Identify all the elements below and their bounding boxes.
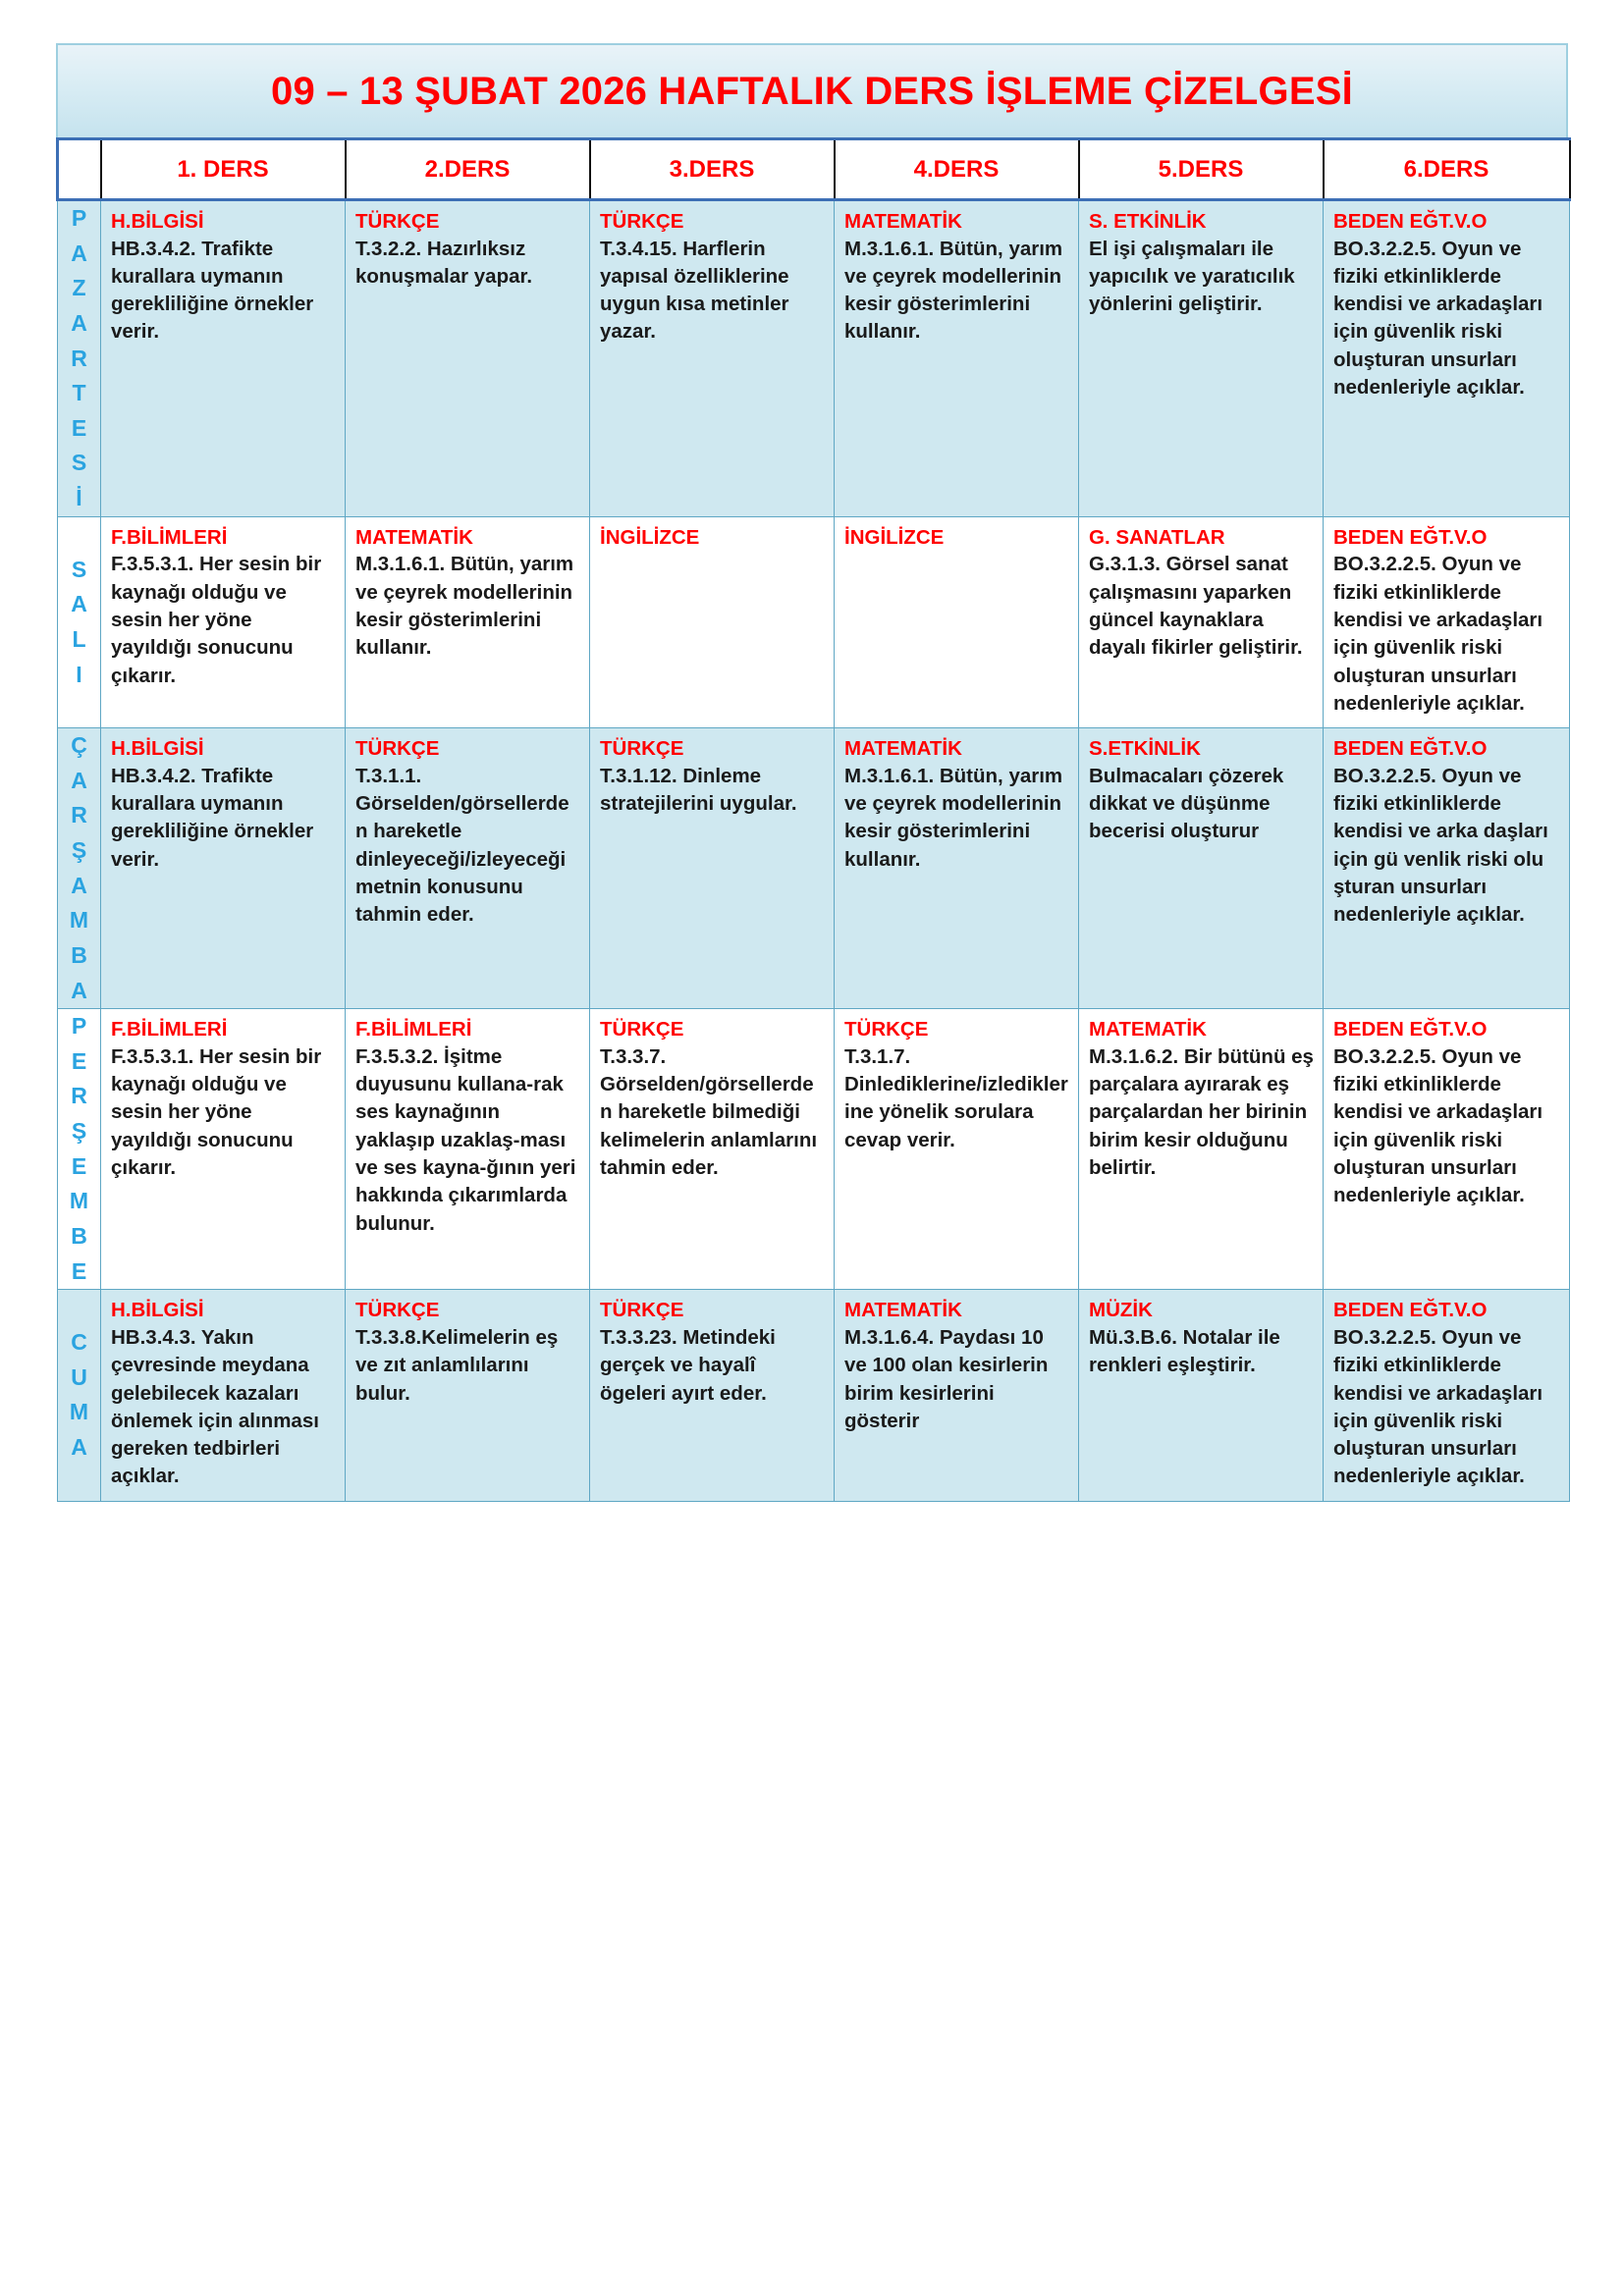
lesson-cell[interactable]: [590, 516, 835, 727]
lesson-cell[interactable]: [101, 200, 346, 517]
day-letter: S: [71, 450, 87, 476]
lesson-cell[interactable]: [590, 1009, 835, 1290]
lesson-subject: İNGİLİZCE: [844, 525, 945, 549]
day-letter: Z: [72, 275, 86, 301]
lesson-subject: TÜRKÇE: [355, 737, 440, 761]
header-row: [58, 139, 1570, 200]
lesson-subject: TÜRKÇE: [844, 1018, 929, 1041]
lesson-cell[interactable]: [101, 1290, 346, 1501]
lesson-subject: TÜRKÇE: [600, 1018, 684, 1041]
lesson-objective: HB.3.4.3. Yakın çevresinde meydana gelebilecek kazaları önlemek için alınması gereken tedbirleri açıklar.: [111, 1325, 319, 1488]
day-letter: İ: [76, 485, 82, 511]
lesson-subject: BEDEN EĞT.V.O: [1333, 210, 1488, 233]
title-banner: [56, 43, 1568, 137]
column-header-lesson-3: 3.DERS: [590, 139, 835, 200]
day-letter: A: [71, 240, 87, 266]
lesson-objective: M.3.1.6.2. Bir bütünü eş parçalara ayırarak eş parçalardan her birinin birim kesir olduğunu belirtir.: [1089, 1044, 1314, 1179]
day-label-cell-perşembe: [58, 1009, 101, 1290]
lesson-cell[interactable]: [346, 516, 590, 727]
lesson-cell[interactable]: [101, 728, 346, 1009]
day-letter: M: [69, 1399, 89, 1425]
lesson-cell[interactable]: [101, 516, 346, 727]
day-label-cell-cuma: [58, 1290, 101, 1501]
lesson-cell[interactable]: [1079, 728, 1324, 1009]
lesson-subject: S. ETKİNLİK: [1089, 210, 1207, 233]
day-label-cell-pazartesi̇: [58, 200, 101, 517]
day-letter: R: [71, 802, 87, 828]
lesson-cell[interactable]: [346, 728, 590, 1009]
lesson-cell[interactable]: [1324, 728, 1570, 1009]
lesson-objective: T.3.4.15. Harflerin yapısal özelliklerine uygun kısa metinler yazar.: [600, 237, 789, 344]
table-row: [58, 728, 1570, 1009]
day-letter: U: [71, 1363, 87, 1390]
table-row: [58, 200, 1570, 517]
column-header-lesson-5: 5.DERS: [1079, 139, 1324, 200]
day-letter: C: [71, 1329, 87, 1356]
day-letter: R: [71, 345, 87, 371]
lesson-subject: TÜRKÇE: [600, 1299, 684, 1322]
day-label-vertical: [58, 553, 100, 693]
column-header-lesson-6: 6.DERS: [1324, 139, 1570, 200]
lesson-objective: T.3.2.2. Hazırlıksız konuşmalar yapar.: [355, 237, 533, 288]
lesson-objective: G.3.1.3. Görsel sanat çalışmasını yaparken güncel kaynaklara dayalı fikirler geliştirir.: [1089, 553, 1303, 660]
lesson-objective: F.3.5.3.2. İşitme duyusunu kullana-rak ses kaynağının yaklaşıp uzaklaş-ması ve ses kayna-ğının yeri hakkında çıkarımlarda bulunur.: [355, 1044, 576, 1235]
day-letter: S: [71, 556, 87, 582]
lesson-cell[interactable]: [1324, 1290, 1570, 1501]
day-letter: M: [69, 907, 89, 934]
lesson-objective: M.3.1.6.1. Bütün, yarım ve çeyrek modellerinin kesir gösterimlerini kullanır.: [355, 553, 574, 660]
day-letter: A: [71, 767, 87, 793]
lesson-cell[interactable]: [1079, 1290, 1324, 1501]
day-letter: A: [71, 309, 87, 336]
lesson-subject: F.BİLİMLERİ: [111, 525, 228, 549]
lesson-subject: İNGİLİZCE: [600, 525, 700, 549]
day-letter: P: [71, 205, 87, 231]
lesson-subject: S.ETKİNLİK: [1089, 737, 1201, 761]
day-letter: Ç: [71, 732, 87, 759]
day-label-cell-sali: [58, 516, 101, 727]
column-header-lesson-2: 2.DERS: [346, 139, 590, 200]
lesson-objective: BO.3.2.2.5. Oyun ve fiziki etkinliklerde kendisi ve arkadaşları için güvenlik riski oluşturan unsurları nedenleriyle açıklar.: [1333, 1325, 1543, 1488]
schedule-table-container: [56, 137, 1568, 1502]
lesson-objective: F.3.5.3.1. Her sesin bir kaynağı olduğu ve sesin her yöne yayıldığı sonucunu çıkarır.: [111, 1044, 322, 1179]
day-label-vertical: [58, 1009, 100, 1289]
day-letter: L: [72, 625, 86, 652]
lesson-subject: MATEMATİK: [1089, 1018, 1207, 1041]
lesson-cell[interactable]: [590, 728, 835, 1009]
lesson-cell[interactable]: [346, 200, 590, 517]
lesson-objective: T.3.3.23. Metindeki gerçek ve hayalî ögeleri ayırt eder.: [600, 1325, 776, 1405]
lesson-cell[interactable]: [590, 1290, 835, 1501]
day-letter: E: [71, 414, 87, 441]
day-letter: P: [71, 1013, 87, 1040]
lesson-objective: T.3.3.7. Görselden/görsellerden hareketle bilmediği kelimelerin anlamlarını tahmin eder.: [600, 1044, 818, 1179]
lesson-cell[interactable]: [1079, 1009, 1324, 1290]
lesson-cell[interactable]: [590, 200, 835, 517]
lesson-objective: BO.3.2.2.5. Oyun ve fiziki etkinliklerde kendisi ve arka daşları için gü venlik riski olu şturan unsurları nedenleriyle açıklar.: [1333, 764, 1548, 927]
lesson-subject: BEDEN EĞT.V.O: [1333, 1299, 1488, 1322]
lesson-objective: M.3.1.6.1. Bütün, yarım ve çeyrek modellerinin kesir gösterimlerini kullanır.: [844, 764, 1063, 871]
lesson-objective: T.3.1.7. Dinlediklerine/izlediklerine yönelik sorulara cevap verir.: [844, 1044, 1068, 1151]
lesson-objective: F.3.5.3.1. Her sesin bir kaynağı olduğu ve sesin her yöne yayıldığı sonucunu çıkarır.: [111, 553, 322, 687]
lesson-subject: BEDEN EĞT.V.O: [1333, 737, 1488, 761]
lesson-subject: BEDEN EĞT.V.O: [1333, 525, 1488, 549]
lesson-subject: H.BİLGİSİ: [111, 1299, 204, 1322]
lesson-cell[interactable]: [1324, 516, 1570, 727]
day-letter: T: [72, 380, 86, 406]
lesson-cell[interactable]: [346, 1009, 590, 1290]
table-header: [58, 139, 1570, 200]
lesson-objective: BO.3.2.2.5. Oyun ve fiziki etkinliklerde kendisi ve arkadaşları için güvenlik riski oluşturan unsurları nedenleriyle açıklar.: [1333, 1044, 1543, 1207]
lesson-subject: F.BİLİMLERİ: [111, 1018, 228, 1041]
lesson-subject: MATEMATİK: [844, 737, 962, 761]
table-body: [58, 200, 1570, 1502]
day-letter: E: [71, 1152, 87, 1179]
page-title: 09 – 13 ŞUBAT 2026 HAFTALIK DERS İŞLEME ÇİZELGESİ: [271, 70, 1353, 113]
lesson-subject: MATEMATİK: [355, 525, 473, 549]
day-letter: A: [71, 1434, 87, 1461]
lesson-objective: HB.3.4.2. Trafikte kurallara uymanın gerekliliğine örnekler verir.: [111, 237, 314, 344]
column-header-lesson-4: 4.DERS: [835, 139, 1079, 200]
lesson-subject: H.BİLGİSİ: [111, 210, 204, 233]
table-row: [58, 1009, 1570, 1290]
table-row: [58, 516, 1570, 727]
lesson-subject: MATEMATİK: [844, 1299, 962, 1322]
day-letter: B: [71, 1223, 87, 1250]
lesson-cell[interactable]: [835, 728, 1079, 1009]
lesson-subject: TÜRKÇE: [355, 210, 440, 233]
lesson-objective: M.3.1.6.1. Bütün, yarım ve çeyrek modellerinin kesir gösterimlerini kullanır.: [844, 237, 1063, 344]
day-letter: A: [71, 591, 87, 617]
day-letter: Ş: [71, 837, 87, 863]
day-letter: A: [71, 977, 87, 1003]
table-row: [58, 1290, 1570, 1501]
day-letter: M: [69, 1188, 89, 1214]
day-letter: B: [71, 941, 87, 968]
day-letter: A: [71, 872, 87, 898]
lesson-subject: TÜRKÇE: [600, 210, 684, 233]
day-letter: E: [71, 1047, 87, 1074]
lesson-subject: TÜRKÇE: [600, 737, 684, 761]
lesson-cell[interactable]: [835, 516, 1079, 727]
day-label-vertical: [58, 728, 100, 1008]
lesson-objective: M.3.1.6.4. Paydası 10 ve 100 olan kesirlerin birim kesirlerini gösterir: [844, 1325, 1049, 1432]
day-label-cell-çarşamba: [58, 728, 101, 1009]
day-label-vertical: [58, 201, 100, 516]
lesson-cell[interactable]: [101, 1009, 346, 1290]
lesson-cell[interactable]: [1079, 200, 1324, 517]
day-label-vertical: [58, 1325, 100, 1466]
lesson-subject: H.BİLGİSİ: [111, 737, 204, 761]
lesson-objective: Bulmacaları çözerek dikkat ve düşünme becerisi oluşturur: [1089, 764, 1284, 843]
lesson-objective: BO.3.2.2.5. Oyun ve fiziki etkinliklerde kendisi ve arkadaşları için güvenlik riski oluşturan unsurları nedenleriyle açıklar.: [1333, 553, 1543, 715]
lesson-objective: Mü.3.B.6. Notalar ile renkleri eşleştirir.: [1089, 1325, 1280, 1377]
lesson-cell[interactable]: [835, 1009, 1079, 1290]
lesson-objective: HB.3.4.2. Trafikte kurallara uymanın gerekliliğine örnekler verir.: [111, 764, 314, 871]
lesson-cell[interactable]: [835, 1290, 1079, 1501]
lesson-cell[interactable]: [346, 1290, 590, 1501]
lesson-subject: G. SANATLAR: [1089, 525, 1225, 549]
lesson-cell[interactable]: [1324, 200, 1570, 517]
weekly-schedule-table: [56, 137, 1571, 1502]
lesson-objective: BO.3.2.2.5. Oyun ve fiziki etkinliklerde kendisi ve arkadaşları için güvenlik riski oluşturan unsurları nedenleriyle açıklar.: [1333, 237, 1543, 400]
lesson-subject: BEDEN EĞT.V.O: [1333, 1018, 1488, 1041]
lesson-cell[interactable]: [835, 200, 1079, 517]
lesson-cell[interactable]: [1324, 1009, 1570, 1290]
column-header-lesson-1: 1. DERS: [101, 139, 346, 200]
lesson-objective: T.3.3.8.Kelimelerin eş ve zıt anlamlılarını bulur.: [355, 1325, 559, 1405]
day-letter: I: [76, 661, 82, 687]
lesson-subject: TÜRKÇE: [355, 1299, 440, 1322]
corner-header-cell: [58, 139, 101, 200]
lesson-subject: MATEMATİK: [844, 210, 962, 233]
lesson-subject: MÜZİK: [1089, 1299, 1153, 1322]
lesson-cell[interactable]: [1079, 516, 1324, 727]
lesson-subject: F.BİLİMLERİ: [355, 1018, 472, 1041]
day-letter: R: [71, 1083, 87, 1109]
day-letter: Ş: [71, 1118, 87, 1145]
lesson-objective: T.3.1.1. Görselden/görsellerden hareketle dinleyeceği/izleyeceği metnin konusunu tahmin eder.: [355, 764, 569, 927]
day-letter: E: [71, 1257, 87, 1284]
lesson-objective: El işi çalışmaları ile yapıcılık ve yaratıcılık yönlerini geliştirir.: [1089, 237, 1295, 316]
lesson-objective: T.3.1.12. Dinleme stratejilerini uygular.: [600, 764, 797, 815]
